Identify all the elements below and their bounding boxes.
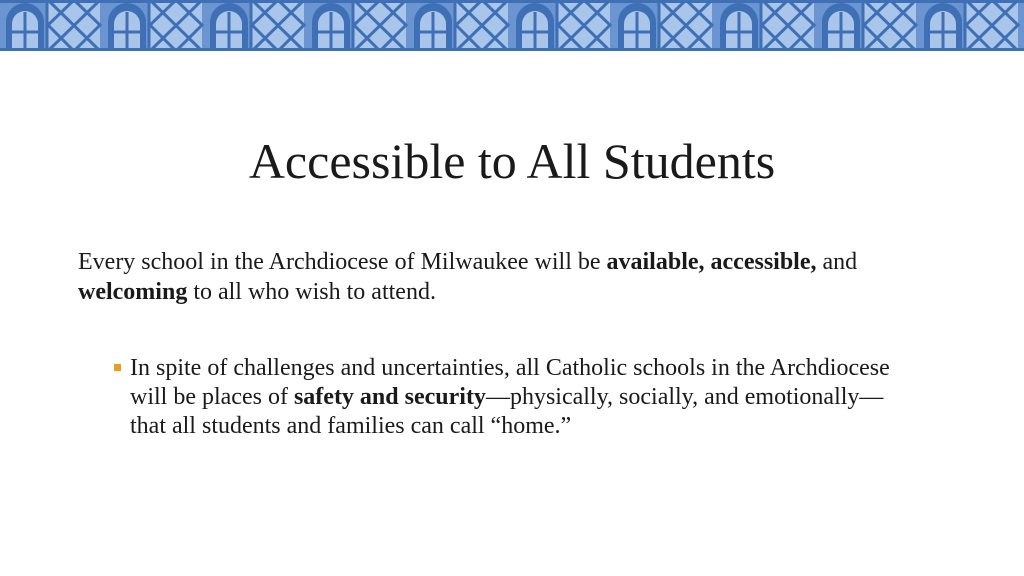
bullet-bold-1: safety and security (293, 384, 486, 410)
bullet-text-2: —physically, socially, and emotionally—that all students and families can call “home.” (130, 384, 884, 439)
intro-bold-1: available, accessible, (606, 249, 817, 275)
intro-text-3: to all who wish to attend. (187, 279, 436, 305)
bullet-text-1: In spite of challenges and uncertainties, all Catholic schools in the Archdiocese will be places of (130, 355, 890, 410)
intro-paragraph (78, 247, 958, 307)
intro-text-2: and (816, 249, 858, 275)
bullet-square-icon (114, 364, 121, 371)
stained-glass-pattern (0, 0, 1024, 51)
stained-glass-banner (0, 0, 1024, 51)
intro-bold-2: welcoming (78, 279, 188, 305)
intro-text-1: Every school in the Archdiocese of Milwaukee will be (78, 249, 607, 275)
slide-title: Accessible to All Students (248, 133, 776, 189)
bullet-paragraph (130, 354, 910, 441)
